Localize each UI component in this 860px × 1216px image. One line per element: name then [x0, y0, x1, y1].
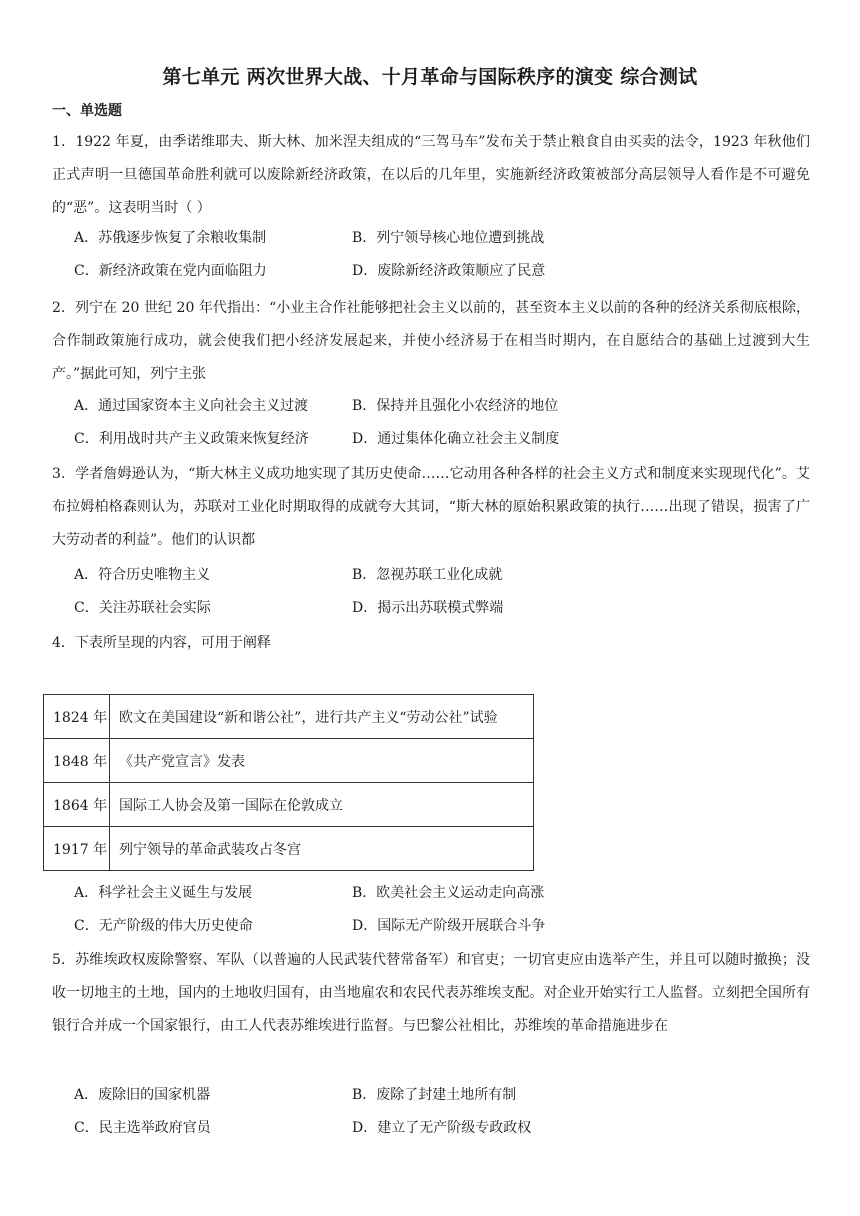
table-row	[44, 739, 534, 783]
question-5-options	[74, 1079, 774, 1145]
table-cell-event: 国际工人协会及第一国际在伦敦成立	[110, 783, 534, 827]
question-5-stem: 5．苏维埃政权废除警察、军队（以普遍的人民武装代替常备军）和官吏；一切官吏应由选举产生，并且可以随时撤换；没收一切地主的土地，国内的土地收归国有，由当地雇农和农民代表苏维埃支配。对企业开始实行工人监督。立刻把全国所有银行合并成一个国家银行，由工人代表苏维埃进行监督。与巴黎公社相比，苏维埃的革命措施进步在	[52, 952, 810, 1034]
table-cell-year: 1848 年	[44, 739, 110, 783]
table-row	[44, 783, 534, 827]
table-cell-event: 《共产党宣言》发表	[110, 739, 534, 783]
question-5-option-a[interactable]: A．废除旧的国家机器	[74, 1087, 211, 1103]
question-2-option-c[interactable]: C．利用战时共产主义政策来恢复经济	[74, 431, 309, 447]
question-5-option-c[interactable]: C．民主选举政府官员	[74, 1120, 211, 1136]
question-4-stem: 4．下表所呈现的内容，可用于阐释	[52, 635, 271, 651]
question-5-option-b[interactable]: B．废除了封建土地所有制	[352, 1087, 517, 1103]
table-cell-event: 列宁领导的革命武装攻占冬宫	[110, 827, 534, 871]
table-cell-year: 1864 年	[44, 783, 110, 827]
question-2-stem: 2．列宁在 20 世纪 20 年代指出：“小业主合作社能够把社会主义以前的，甚至资本主义以前的各种的经济关系彻底根除，合作制政策施行成功，就会使我们把小经济发展起来，并使小经济易于在相当时期内，在自愿结合的基础上过渡到大生产。”据此可知，列宁主张	[52, 300, 810, 382]
question-2-option-d[interactable]: D．通过集体化确立社会主义制度	[352, 431, 560, 447]
question-3-option-c[interactable]: C．关注苏联社会实际	[74, 600, 211, 616]
question-3-option-b[interactable]: B．忽视苏联工业化成就	[352, 567, 503, 583]
question-5-option-d[interactable]: D．建立了无产阶级专政政权	[352, 1120, 532, 1136]
question-1-option-c[interactable]: C．新经济政策在党内面临阻力	[74, 263, 267, 279]
question-4-option-d[interactable]: D．国际无产阶级开展联合斗争	[352, 918, 546, 934]
table-row	[44, 695, 534, 739]
history-table	[43, 694, 534, 871]
question-3-options	[74, 559, 774, 625]
table-cell-year: 1824 年	[44, 695, 110, 739]
section-heading: 一、单选题	[52, 103, 122, 119]
question-1-option-d[interactable]: D．废除新经济政策顺应了民意	[352, 263, 546, 279]
question-3-option-a[interactable]: A．符合历史唯物主义	[74, 567, 211, 583]
question-2-option-a[interactable]: A．通过国家资本主义向社会主义过渡	[74, 398, 309, 414]
question-4-option-b[interactable]: B．欧美社会主义运动走向高涨	[352, 885, 545, 901]
question-3-option-d[interactable]: D．揭示出苏联模式弊端	[352, 600, 504, 616]
question-4-option-c[interactable]: C．无产阶级的伟大历史使命	[74, 918, 253, 934]
question-1-options	[74, 222, 774, 288]
question-2-options	[74, 390, 774, 456]
table-row	[44, 827, 534, 871]
page-title: 第七单元 两次世界大战、十月革命与国际秩序的演变 综合测试	[162, 66, 698, 88]
question-1-option-b[interactable]: B．列宁领导核心地位遭到挑战	[352, 230, 545, 246]
question-1-stem: 1．1922 年夏，由季诺维耶夫、斯大林、加米涅夫组成的“三驾马车”发布关于禁止粮食自由买卖的法令，1923 年秋他们正式声明一旦德国革命胜利就可以废除新经济政策，在以后的几年里，实施新经济政策被部分高层领导人看作是不可避免的“恶”。这表明当时（ ）	[52, 134, 810, 216]
question-4-options	[74, 877, 774, 943]
table-cell-event: 欧文在美国建设“新和谐公社”，进行共产主义“劳动公社”试验	[110, 695, 534, 739]
question-4-option-a[interactable]: A．科学社会主义诞生与发展	[74, 885, 253, 901]
question-2-option-b[interactable]: B．保持并且强化小农经济的地位	[352, 398, 559, 414]
question-1-option-a[interactable]: A．苏俄逐步恢复了余粮收集制	[74, 230, 267, 246]
question-3-stem: 3．学者詹姆逊认为，“斯大林主义成功地实现了其历史使命……它动用各种各样的社会主义方式和制度来实现现代化”。艾布拉姆柏格森则认为，苏联对工业化时期取得的成就夸大其词，“斯大林的原始积累政策的执行……出现了错误，损害了广大劳动者的利益”。他们的认识都	[52, 466, 810, 548]
table-cell-year: 1917 年	[44, 827, 110, 871]
